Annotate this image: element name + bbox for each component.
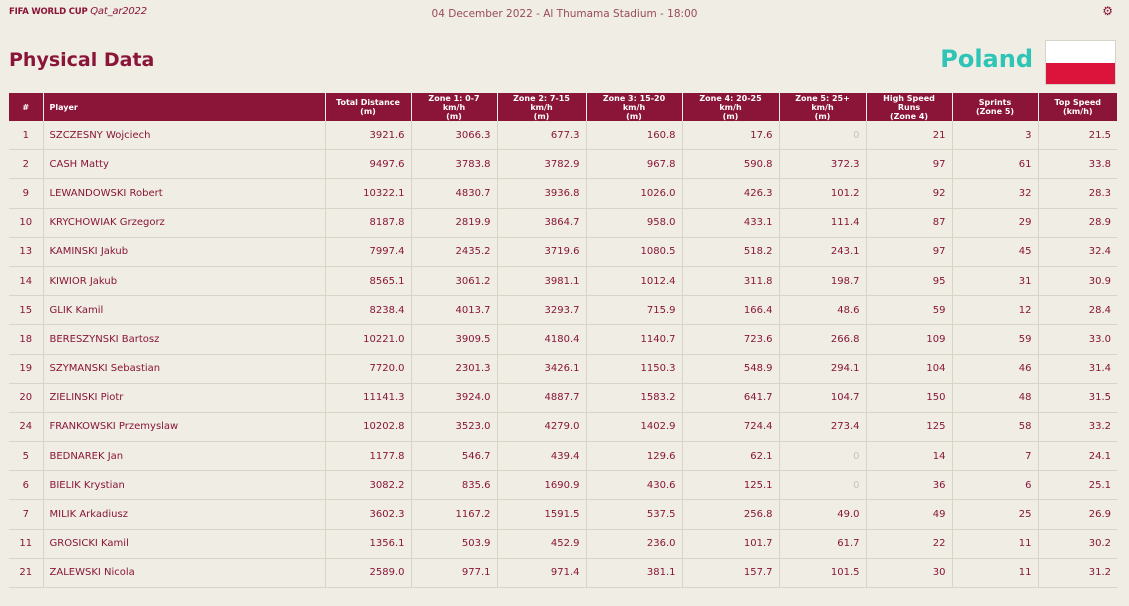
table-cell: 537.5 <box>586 500 682 529</box>
column-header-unit: (m) <box>446 111 462 121</box>
table-header-row <box>9 93 1117 121</box>
column-header <box>43 93 325 121</box>
table-cell: 3061.2 <box>411 266 497 295</box>
table-cell: 8565.1 <box>325 266 411 295</box>
table-cell: 4180.4 <box>497 325 586 354</box>
column-header-unit: (m) <box>814 111 831 121</box>
column-header-label: Player <box>49 102 78 112</box>
table-cell: 21.5 <box>1038 121 1117 150</box>
player-number: 21 <box>9 558 43 587</box>
table-cell: 3719.6 <box>497 237 586 266</box>
table-cell: 28.3 <box>1038 179 1117 208</box>
table-cell: 3783.8 <box>411 150 497 179</box>
table-cell: 3909.5 <box>411 325 497 354</box>
table-cell: 9497.6 <box>325 150 411 179</box>
team-name: Poland <box>940 45 1033 73</box>
table-cell: 266.8 <box>779 325 866 354</box>
table-cell: 3426.1 <box>497 354 586 383</box>
table-cell: 59 <box>866 296 952 325</box>
table-cell: 0 <box>779 471 866 500</box>
table-cell: 22 <box>866 529 952 558</box>
table-cell: 1080.5 <box>586 237 682 266</box>
table-cell: 125.1 <box>682 471 779 500</box>
table-cell: 7 <box>952 442 1038 471</box>
table-cell: 1140.7 <box>586 325 682 354</box>
table-cell: 10221.0 <box>325 325 411 354</box>
table-cell: 7997.4 <box>325 237 411 266</box>
table-cell: 92 <box>866 179 952 208</box>
table-cell: 590.8 <box>682 150 779 179</box>
table-cell: 28.4 <box>1038 296 1117 325</box>
table-cell: 548.9 <box>682 354 779 383</box>
table-cell: 95 <box>866 266 952 295</box>
poland-flag-icon <box>1045 40 1116 85</box>
table-cell: 101.7 <box>682 529 779 558</box>
logo-text: FIFA WORLD CUP <box>9 7 88 17</box>
table-cell: 3082.2 <box>325 471 411 500</box>
table-cell: 3523.0 <box>411 412 497 441</box>
table-cell: 48.6 <box>779 296 866 325</box>
table-cell: 30 <box>866 558 952 587</box>
player-name[interactable]: SZYMANSKI Sebastian <box>43 354 325 383</box>
player-number: 15 <box>9 296 43 325</box>
player-name[interactable]: BIELIK Krystian <box>43 471 325 500</box>
table-cell: 125 <box>866 412 952 441</box>
table-cell: 45 <box>952 237 1038 266</box>
physical-data-table <box>9 93 1117 588</box>
table-row <box>9 471 1117 500</box>
table-cell: 3924.0 <box>411 383 497 412</box>
player-name[interactable]: LEWANDOWSKI Robert <box>43 179 325 208</box>
table-cell: 150 <box>866 383 952 412</box>
table-cell: 26.9 <box>1038 500 1117 529</box>
table-cell: 1026.0 <box>586 179 682 208</box>
table-cell: 49.0 <box>779 500 866 529</box>
table-cell: 971.4 <box>497 558 586 587</box>
table-cell: 109 <box>866 325 952 354</box>
table-cell: 1591.5 <box>497 500 586 529</box>
player-number: 5 <box>9 442 43 471</box>
column-header-unit: (km/h) <box>1062 107 1093 116</box>
table-row <box>9 383 1117 412</box>
table-cell: 2589.0 <box>325 558 411 587</box>
table-cell: 101.2 <box>779 179 866 208</box>
table-row <box>9 266 1117 295</box>
table-cell: 30.2 <box>1038 529 1117 558</box>
table-cell: 46 <box>952 354 1038 383</box>
player-number: 14 <box>9 266 43 295</box>
table-cell: 4887.7 <box>497 383 586 412</box>
column-header-unit: (m) <box>722 111 739 121</box>
table-cell: 1690.9 <box>497 471 586 500</box>
table-cell: 25.1 <box>1038 471 1117 500</box>
table-cell: 32.4 <box>1038 237 1117 266</box>
table-cell: 433.1 <box>682 208 779 237</box>
table-cell: 256.8 <box>682 500 779 529</box>
column-header-unit: (m) <box>533 111 550 121</box>
table-cell: 381.1 <box>586 558 682 587</box>
table-cell: 715.9 <box>586 296 682 325</box>
table-row <box>9 150 1117 179</box>
player-number: 18 <box>9 325 43 354</box>
column-header-label: Sprints <box>978 98 1012 107</box>
table-cell: 33.2 <box>1038 412 1117 441</box>
table-cell: 641.7 <box>682 383 779 412</box>
player-number: 11 <box>9 529 43 558</box>
player-name[interactable]: FRANKOWSKI Przemyslaw <box>43 412 325 441</box>
table-cell: 25 <box>952 500 1038 529</box>
table-cell: 49 <box>866 500 952 529</box>
table-cell: 31.5 <box>1038 383 1117 412</box>
table-cell: 30.9 <box>1038 266 1117 295</box>
player-name[interactable]: BERESZYNSKI Bartosz <box>43 325 325 354</box>
table-cell: 724.4 <box>682 412 779 441</box>
table-cell: 21 <box>866 121 952 150</box>
table-cell: 3602.3 <box>325 500 411 529</box>
table-cell: 31 <box>952 266 1038 295</box>
table-cell: 198.7 <box>779 266 866 295</box>
player-name[interactable]: GLIK Kamil <box>43 296 325 325</box>
table-cell: 0 <box>779 442 866 471</box>
table-cell: 28.9 <box>1038 208 1117 237</box>
column-header-label: Zone 4: 20-25 km/h <box>699 93 762 112</box>
column-header <box>411 93 497 121</box>
table-cell: 48 <box>952 383 1038 412</box>
table-row <box>9 558 1117 587</box>
table-cell: 977.1 <box>411 558 497 587</box>
table-cell: 430.6 <box>586 471 682 500</box>
column-header <box>325 93 411 121</box>
table-cell: 3782.9 <box>497 150 586 179</box>
table-cell: 59 <box>952 325 1038 354</box>
table-row <box>9 179 1117 208</box>
table-cell: 503.9 <box>411 529 497 558</box>
table-cell: 129.6 <box>586 442 682 471</box>
table-cell: 33.0 <box>1038 325 1117 354</box>
player-number: 13 <box>9 237 43 266</box>
player-number: 6 <box>9 471 43 500</box>
page-title: Physical Data <box>9 49 155 71</box>
table-cell: 1150.3 <box>586 354 682 383</box>
table-cell: 111.4 <box>779 208 866 237</box>
table-cell: 104.7 <box>779 383 866 412</box>
table-body <box>9 121 1117 588</box>
table-cell: 12 <box>952 296 1038 325</box>
table-cell: 10322.1 <box>325 179 411 208</box>
column-header <box>952 93 1038 121</box>
player-name[interactable]: GROSICKI Kamil <box>43 529 325 558</box>
column-header-label: Zone 2: 7-15 km/h <box>513 93 570 112</box>
table-cell: 958.0 <box>586 208 682 237</box>
player-number: 10 <box>9 208 43 237</box>
player-number: 9 <box>9 179 43 208</box>
table-cell: 24.1 <box>1038 442 1117 471</box>
table-cell: 439.4 <box>497 442 586 471</box>
table-row <box>9 325 1117 354</box>
column-header <box>779 93 866 121</box>
logo-sub: Qat_ar2022 <box>90 6 147 17</box>
table-cell: 4279.0 <box>497 412 586 441</box>
table-cell: 8238.4 <box>325 296 411 325</box>
table-cell: 273.4 <box>779 412 866 441</box>
table-cell: 8187.8 <box>325 208 411 237</box>
table-cell: 62.1 <box>682 442 779 471</box>
table-cell: 518.2 <box>682 237 779 266</box>
table-cell: 3 <box>952 121 1038 150</box>
table-cell: 835.6 <box>411 471 497 500</box>
table-cell: 3981.1 <box>497 266 586 295</box>
table-cell: 10202.8 <box>325 412 411 441</box>
table-cell: 967.8 <box>586 150 682 179</box>
table-cell: 4013.7 <box>411 296 497 325</box>
table-cell: 58 <box>952 412 1038 441</box>
table-cell: 0 <box>779 121 866 150</box>
top-bar <box>0 0 1129 26</box>
table-cell: 29 <box>952 208 1038 237</box>
table-cell: 61 <box>952 150 1038 179</box>
table-cell: 87 <box>866 208 952 237</box>
column-header-unit: (m) <box>360 107 376 116</box>
table-cell: 14 <box>866 442 952 471</box>
table-row <box>9 442 1117 471</box>
column-header <box>586 93 682 121</box>
column-header <box>9 93 43 121</box>
table-cell: 7720.0 <box>325 354 411 383</box>
table-cell: 36 <box>866 471 952 500</box>
table-cell: 1402.9 <box>586 412 682 441</box>
table-cell: 61.7 <box>779 529 866 558</box>
table-cell: 372.3 <box>779 150 866 179</box>
table-cell: 166.4 <box>682 296 779 325</box>
table-cell: 4830.7 <box>411 179 497 208</box>
table-cell: 546.7 <box>411 442 497 471</box>
player-name[interactable]: CASH Matty <box>43 150 325 179</box>
table-cell: 31.2 <box>1038 558 1117 587</box>
table-row <box>9 237 1117 266</box>
table-cell: 3921.6 <box>325 121 411 150</box>
column-header-label: Total Distance <box>336 98 400 107</box>
table-cell: 11 <box>952 529 1038 558</box>
column-header-label: Zone 5: 25+ km/h <box>795 93 850 112</box>
player-number: 1 <box>9 121 43 150</box>
table-cell: 426.3 <box>682 179 779 208</box>
table-cell: 3293.7 <box>497 296 586 325</box>
player-name[interactable]: MILIK Arkadiusz <box>43 500 325 529</box>
table-cell: 236.0 <box>586 529 682 558</box>
table-cell: 311.8 <box>682 266 779 295</box>
table-cell: 3864.7 <box>497 208 586 237</box>
table-row <box>9 412 1117 441</box>
column-header-unit: (Zone 5) <box>975 107 1015 116</box>
table-cell: 33.8 <box>1038 150 1117 179</box>
column-header-label: High Speed Runs <box>883 93 935 112</box>
column-header <box>682 93 779 121</box>
table-cell: 1177.8 <box>325 442 411 471</box>
player-number: 24 <box>9 412 43 441</box>
table-cell: 11141.3 <box>325 383 411 412</box>
table-row <box>9 208 1117 237</box>
player-number: 19 <box>9 354 43 383</box>
table-cell: 1012.4 <box>586 266 682 295</box>
table-cell: 452.9 <box>497 529 586 558</box>
column-header-label: Top Speed <box>1054 98 1101 107</box>
table-cell: 3066.3 <box>411 121 497 150</box>
table-cell: 157.7 <box>682 558 779 587</box>
table-row <box>9 296 1117 325</box>
table-cell: 160.8 <box>586 121 682 150</box>
table-cell: 3936.8 <box>497 179 586 208</box>
player-name[interactable]: ZIELINSKI Piotr <box>43 383 325 412</box>
table-cell: 104 <box>866 354 952 383</box>
table-cell: 1356.1 <box>325 529 411 558</box>
table-cell: 32 <box>952 179 1038 208</box>
settings-icon[interactable]: ⚙ <box>1102 4 1113 18</box>
player-name[interactable]: ZALEWSKI Nicola <box>43 558 325 587</box>
table-row <box>9 529 1117 558</box>
column-header <box>497 93 586 121</box>
table-cell: 2301.3 <box>411 354 497 383</box>
match-info: 04 December 2022 - Al Thumama Stadium - 18:00 <box>431 8 698 20</box>
column-header <box>866 93 952 121</box>
table-cell: 97 <box>866 150 952 179</box>
player-number: 2 <box>9 150 43 179</box>
table-cell: 2819.9 <box>411 208 497 237</box>
table-cell: 723.6 <box>682 325 779 354</box>
column-header-unit: (Zone 4) <box>889 111 929 121</box>
table-cell: 11 <box>952 558 1038 587</box>
column-header-label: Zone 1: 0-7 km/h <box>428 93 480 112</box>
player-name[interactable]: KRYCHOWIAK Grzegorz <box>43 208 325 237</box>
column-header-unit: (m) <box>626 111 642 121</box>
column-header <box>1038 93 1117 121</box>
table-cell: 243.1 <box>779 237 866 266</box>
table-cell: 97 <box>866 237 952 266</box>
table-cell: 6 <box>952 471 1038 500</box>
player-name[interactable]: KIWIOR Jakub <box>43 266 325 295</box>
player-number: 20 <box>9 383 43 412</box>
table-row <box>9 500 1117 529</box>
table-cell: 677.3 <box>497 121 586 150</box>
player-name[interactable]: BEDNAREK Jan <box>43 442 325 471</box>
table-cell: 17.6 <box>682 121 779 150</box>
table-cell: 1583.2 <box>586 383 682 412</box>
table-cell: 31.4 <box>1038 354 1117 383</box>
table-row <box>9 354 1117 383</box>
table-row <box>9 121 1117 150</box>
table-cell: 294.1 <box>779 354 866 383</box>
table-cell: 101.5 <box>779 558 866 587</box>
player-number: 7 <box>9 500 43 529</box>
table-cell: 2435.2 <box>411 237 497 266</box>
player-name[interactable]: KAMINSKI Jakub <box>43 237 325 266</box>
column-header-label: Zone 3: 15-20 km/h <box>602 93 666 112</box>
column-header-label: # <box>22 102 30 112</box>
player-name[interactable]: SZCZESNY Wojciech <box>43 121 325 150</box>
table-cell: 1167.2 <box>411 500 497 529</box>
